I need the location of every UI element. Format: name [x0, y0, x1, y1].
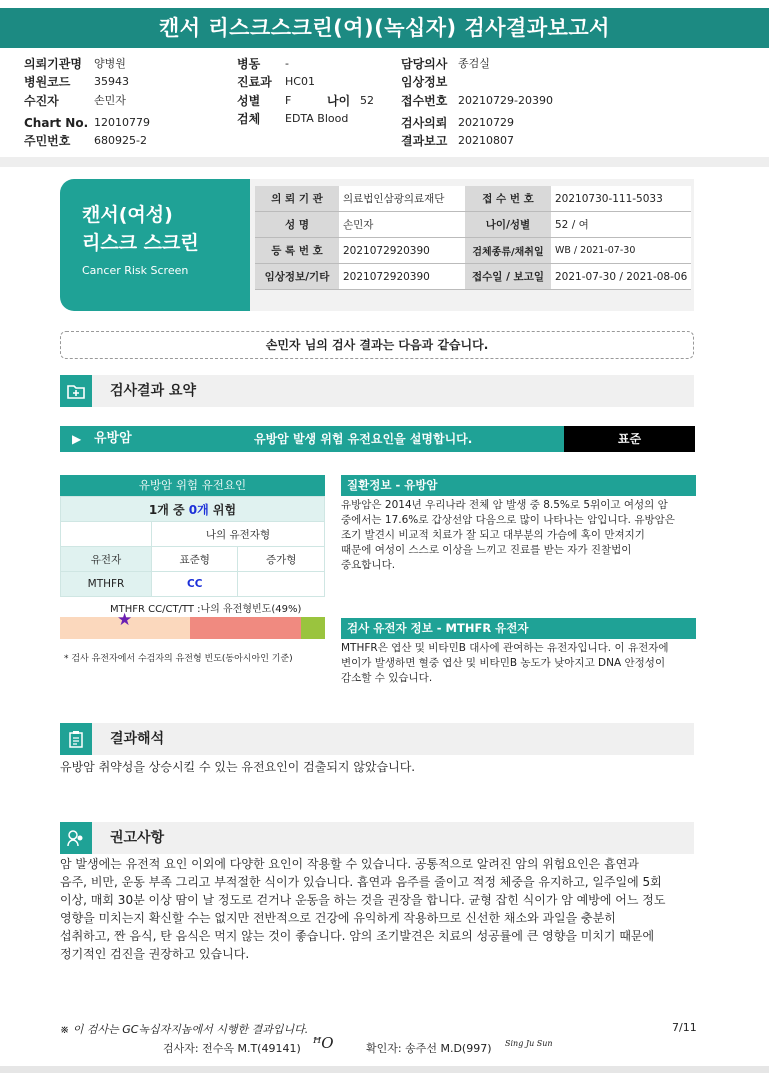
section-summary: 검사결과 요약: [60, 375, 694, 407]
risk-table-title: 유방암 위험 유전요인: [60, 475, 325, 496]
header-separator: [0, 157, 769, 167]
section-recommendation: 권고사항: [60, 822, 694, 854]
product-subtitle: Cancer Risk Screen: [82, 264, 189, 277]
page-number: 7/11: [672, 1021, 697, 1034]
consultation-icon: [60, 822, 92, 854]
report-title: 캔서 리스크스크린(여)(녹십자) 검사결과보고서: [0, 8, 769, 48]
clipboard-icon: [60, 723, 92, 755]
disease-info-text: 유방암은 2014년 우리나라 전체 암 발생 중 8.5%로 5위이고 여성의 암 중에서는 17.6%로 갑상선암 다음으로 많이 나타나는 암입니다. 유방암은 조기 발견시 비교적 치료가 잘 되고 대부분의 가슴에 혹이 만져지기 때문에 여성이 스스로 이상을 느끼고 진료를 받는 자가 진찰법이 중요합니다.: [341, 499, 675, 571]
risk-table: 1개 중 0개 위험 나의 유전자형 유전자 표준형 증가형 MTHFR CC: [60, 496, 325, 597]
result-badge: 표준: [564, 426, 695, 452]
cancer-bar: ▶ 유방암 유방암 발생 위험 유전요인을 설명합니다.: [60, 426, 564, 452]
freq-segment-tt: [301, 617, 325, 639]
bottom-border: [0, 1066, 769, 1073]
genotype-frequency-label: MTHFR CC/CT/TT :나의 유전형빈도(49%): [110, 604, 302, 615]
confirmer-signature: Sing Ju Sun: [505, 1039, 553, 1048]
section-interpretation: 결과해석: [60, 723, 694, 755]
frequency-note: * 검사 유전자에서 수검자의 유전형 빈도(동아시아인 기준): [64, 654, 293, 664]
patient-info-table: 의 뢰 기 관 의료법인삼광의료재단 접 수 번 호 20210730-111-5033 성 명 손민자 나이/성별 52 / 여 등 록 번 호 2021072920390 검체종류/채취일 WB / 2021-07-30 임상정보/기타 2021072920390 접수일 / 보고일 2021-07-30 / 2021-08-06: [255, 186, 691, 290]
product-card: [60, 179, 250, 311]
disease-info-title: 질환정보 - 유방암: [341, 475, 696, 496]
confirmer-name: 확인자: 송주선 M.D(997): [366, 1042, 492, 1055]
intro-message: 손민자 님의 검사 결과는 다음과 같습니다.: [60, 331, 694, 359]
freq-segment-ct: [190, 617, 301, 639]
product-title: 캔서(여성) 리스크 스크린: [82, 204, 199, 254]
play-arrow-icon: ▶: [72, 432, 82, 446]
my-genotype-star-icon: ★: [117, 610, 133, 630]
footer-note: ※ 이 검사는 GC녹십자지놈에서 시행한 결과입니다.: [60, 1023, 309, 1036]
recommendation-text: 암 발생에는 유전적 요인 이외에 다양한 요인이 작용할 수 있습니다. 공통적으로 알려진 암의 위험요인은 흡연과 음주, 비만, 운동 부족 그리고 부적절한 식이가 있습니다. 흡연과 음주를 줄이고 적정 체중을 유지하고, 일주일에 5회 이상, 매회 30분 이상 땀이 날 정도로 걷거나 운동을 하는 것을 권장을 합니다. 균형 잡힌 식이가 암 예방에 어느 정도 영향을 미치는지 확신할 수는 없지만 전반적으로 건강에 유익하게 작용하므로 신선한 채소와 과일을 충분히 섭취하고, 짠 음식, 탄 음식은 먹지 않는 것이 좋습니다. 암의 조기발견은 치료의 성공률에 큰 영향을 미치기 때문에 정기적인 검진을 권장하고 있습니다.: [60, 857, 666, 961]
tester-signature: ꟸO: [313, 1034, 334, 1052]
tester-name: 검사자: 전수옥 M.T(49141): [163, 1042, 301, 1055]
gene-info-text: MTHFR은 엽산 및 비타민B 대사에 관여하는 유전자입니다. 이 유전자에 변이가 발생하면 혈중 엽산 및 비타민B 농도가 낮아지고 DNA 안정성이 감소할 수 있습니다.: [341, 642, 669, 684]
gene-info-title: 검사 유전자 정보 - MTHFR 유전자: [341, 618, 696, 639]
interpretation-text: 유방암 취약성을 상승시킬 수 있는 유전요인이 검출되지 않았습니다.: [60, 760, 416, 774]
folder-icon: [60, 375, 92, 407]
risk-count: 1개 중 0개 위험: [61, 497, 325, 522]
